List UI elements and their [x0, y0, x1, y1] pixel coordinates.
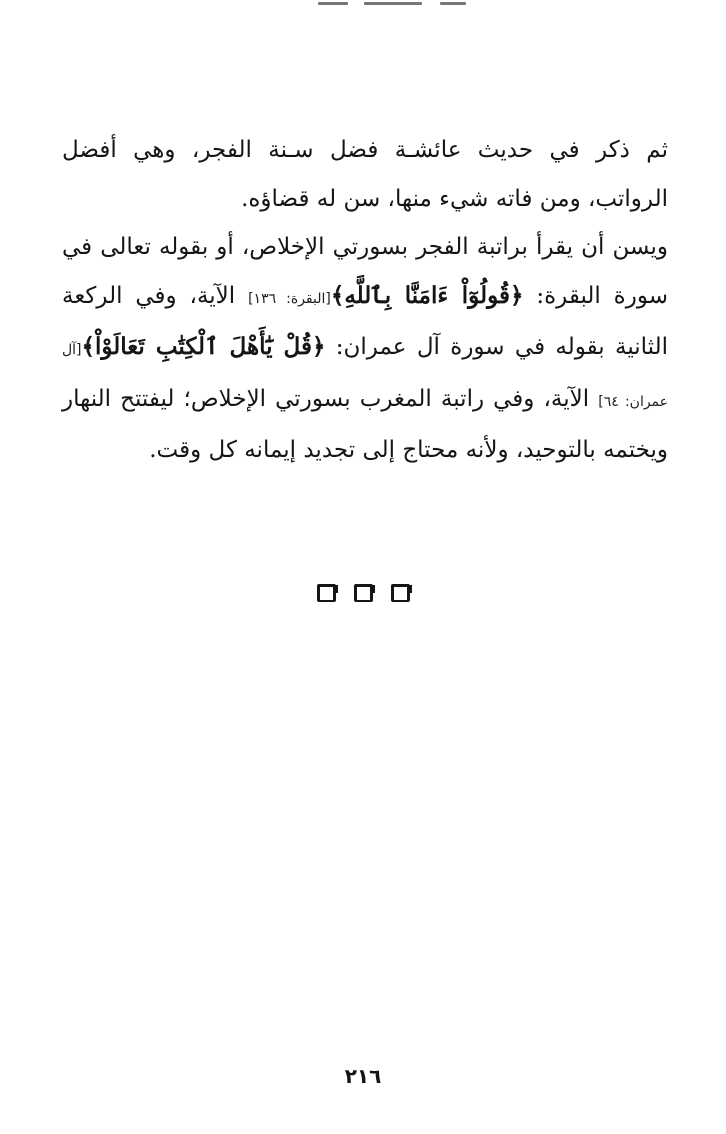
paragraph-text-part: ويسن أن يقرأ براتبة الفجر بسورتي الإخلاص، أو بقوله تعالى في سورة البقرة: — [62, 234, 668, 309]
square-ornament-icon — [354, 584, 373, 602]
verse-reference: [آل عمران: ٦٤] — [62, 342, 669, 410]
square-ornament-icon — [317, 584, 336, 602]
paragraph-text-part: الآية، وفي راتبة المغرب بسورتي الإخلاص؛ ليفتتح النهار ويختمه بالتوحيد، ولأنه محتاج إلى تجديد إيمانه كل وقت. — [62, 385, 668, 463]
top-cropped-text — [300, 0, 500, 8]
paragraph-recitation — [62, 223, 668, 475]
quran-verse: ﴿قُلْ يَٰٓأَهْلَ ٱلْكِتَٰبِ تَعَالَوْاْ﴾ — [81, 333, 326, 360]
section-separator — [0, 584, 726, 602]
square-ornament-icon — [391, 584, 410, 602]
page-body — [62, 126, 668, 475]
quran-verse: ﴿قُولُوٓاْ ءَامَنَّا بِٱللَّهِ﴾ — [330, 281, 524, 309]
paragraph-text-part: الآية، وفي الركعة الثانية بقوله في سورة آل عمران: — [62, 282, 669, 360]
verse-reference: [البقرة: ١٣٦] — [248, 290, 331, 307]
page-number: ٢١٦ — [344, 1064, 382, 1088]
paragraph-fajr-sunnah: ثم ذكر في حديث عائشـة فضل سـنة الفجر، وهي أفضل الرواتب، ومن فاته شيء منها، سن له قضاؤه. — [62, 137, 668, 212]
